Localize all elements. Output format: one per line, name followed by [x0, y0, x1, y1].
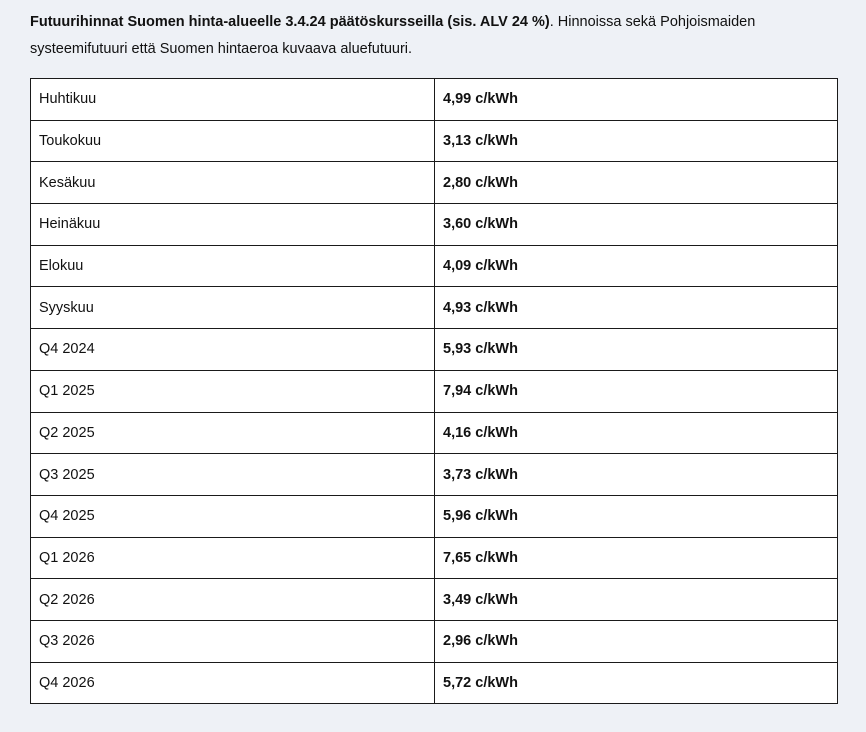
price-cell: 4,99 c/kWh	[435, 79, 838, 121]
table-row	[31, 537, 838, 579]
price-cell: 4,09 c/kWh	[435, 245, 838, 287]
table-row	[31, 245, 838, 287]
table-row	[31, 287, 838, 329]
period-cell: Heinäkuu	[31, 204, 435, 246]
period-cell: Syyskuu	[31, 287, 435, 329]
table-row	[31, 620, 838, 662]
period-cell: Q2 2026	[31, 579, 435, 621]
price-cell: 7,65 c/kWh	[435, 537, 838, 579]
table-row	[31, 579, 838, 621]
price-cell: 5,72 c/kWh	[435, 662, 838, 704]
price-cell: 4,93 c/kWh	[435, 287, 838, 329]
price-cell: 2,96 c/kWh	[435, 620, 838, 662]
period-cell: Q4 2024	[31, 329, 435, 371]
table-row	[31, 662, 838, 704]
period-cell: Q1 2025	[31, 370, 435, 412]
price-cell: 5,93 c/kWh	[435, 329, 838, 371]
intro-bold-text: Futuurihinnat Suomen hinta-alueelle 3.4.24 päätöskursseilla (sis. ALV 24 %)	[30, 14, 550, 30]
table-row	[31, 412, 838, 454]
price-cell: 2,80 c/kWh	[435, 162, 838, 204]
intro-paragraph	[30, 0, 838, 60]
table-row	[31, 329, 838, 371]
period-cell: Huhtikuu	[31, 79, 435, 121]
period-cell: Q3 2025	[31, 454, 435, 496]
price-cell: 3,60 c/kWh	[435, 204, 838, 246]
price-cell: 3,73 c/kWh	[435, 454, 838, 496]
price-cell: 3,49 c/kWh	[435, 579, 838, 621]
table-row	[31, 454, 838, 496]
table-row	[31, 120, 838, 162]
price-cell: 5,96 c/kWh	[435, 495, 838, 537]
futures-price-table	[30, 78, 838, 704]
period-cell: Elokuu	[31, 245, 435, 287]
table-row	[31, 495, 838, 537]
price-table-body	[31, 79, 838, 704]
table-row	[31, 162, 838, 204]
article-content	[30, 0, 838, 691]
period-cell: Q4 2026	[31, 662, 435, 704]
table-row	[31, 370, 838, 412]
period-cell: Q4 2025	[31, 495, 435, 537]
period-cell: Q3 2026	[31, 620, 435, 662]
price-cell: 7,94 c/kWh	[435, 370, 838, 412]
period-cell: Q1 2026	[31, 537, 435, 579]
period-cell: Toukokuu	[31, 120, 435, 162]
intro-text: . Hinnoissa sekä Pohjoismaiden systeemifutuuri että Suomen hintaeroa kuvaava aluefutuuri.	[30, 14, 756, 57]
table-row	[31, 79, 838, 121]
table-row	[31, 204, 838, 246]
price-cell: 4,16 c/kWh	[435, 412, 838, 454]
period-cell: Kesäkuu	[31, 162, 435, 204]
period-cell: Q2 2025	[31, 412, 435, 454]
price-cell: 3,13 c/kWh	[435, 120, 838, 162]
